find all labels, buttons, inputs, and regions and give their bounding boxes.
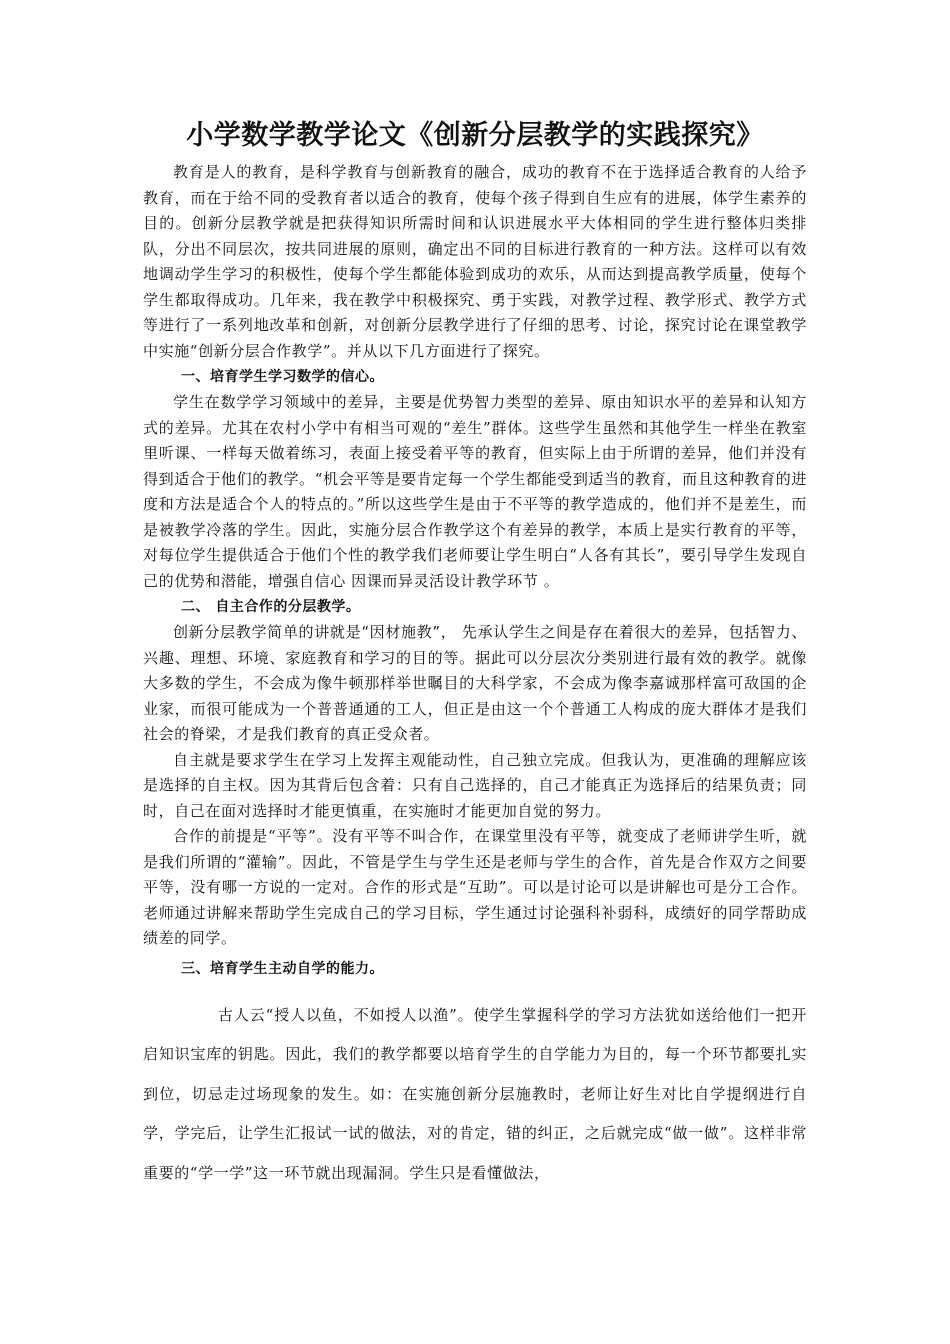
section-1-heading: 一、培育学生学习数学的信心。 (181, 369, 384, 385)
intro-paragraph: 教育是人的教育，是科学教育与创新教育的融合，成功的教育不在于选择适合教育的人给予教育，而在于给不同的受教育者以适合的教育，使每个孩子得到自生应有的进展，体学生素养的目的。创新分层教学就是把获得知识所需时间和认识进展水平大体相同的学生进行整体归类排队，分出不同层次，按共同进展的原则，确定出不同的目标进行教育的一种方法。这样可以有效地调动学生学习的积极性，使每个学生都能体验到成功的欢乐，从而达到提高教学质量，使每个学生都取得成功。几年来，我在教学中积极探究、勇于实践，对教学过程、教学形式、教学方式等进行了一系列地改革和创新，对创新分层教学进行了仔细的思考、讨论，探究讨论在课堂教学中实施“创新分层合作教学”。并从以下几方面进行了探究。 (143, 163, 807, 360)
section-1-paragraph: 学生在数学学习领域中的差异，主要是优势智力类型的差异、原由知识水平的差异和认知方式的差异。尤其在农村小学中有相当可观的“差生”群体。这些学生虽然和其他学生一样坐在教室里听课、一样每天做着练习，表面上接受着平等的教育，但实际上由于所谓的差异，他们并没有得到适合于他们的教学。“机会平等是要肯定每一个学生都能受到适当的教育，而且这种教育的进度和方法是适合个人的特点的。”所以这些学生是由于不平等的教学造成的，他们并不是差生，而是被教学冷落的学生。因此，实施分层合作教学这个有差异的教学，本质上是实行教育的平等，对每位学生提供适合于他们个性的教学我们老师要让学生明白“人各有其长”，要引导学生发现自己的优势和潜能，增强自信心 因课而异灵活设计教学环节 。 (143, 393, 807, 590)
section-2-paragraph-1: 创新分层教学简单的讲就是“因材施教”， 先承认学生之间是存在着很大的差异，包括智力、兴趣、理想、环境、家庭教育和学习的目的等。据此可以分层次分类别进行最有效的教学。就像大多数的学生，不会成为像牛顿那样举世瞩目的大科学家，不会成为像李嘉诚那样富可敌国的企业家，而很可能成为一个普普通通的工人，但正是由这一个个普通工人构成的庞大群体才是我们社会的脊梁，才是我们教育的真正受众者。 (143, 623, 807, 743)
section-2-paragraph-3: 合作的前提是“平等”。没有平等不叫合作，在课堂里没有平等，就变成了老师讲学生听，就是我们所谓的“灌输”。因此，不管是学生与学生还是老师与学生的合作，首先是合作双方之间要平等，没有哪一方说的一定对。合作的形式是“互助”。可以是讨论可以是讲解也可是分工合作。老师通过讲解来帮助学生完成自己的学习目标，学生通过讨论强科补弱科，成绩好的同学帮助成绩差的同学。 (143, 827, 807, 947)
document-body (143, 160, 807, 1193)
document-title: 小学数学教学论文《创新分层教学的实践探究》 (186, 120, 764, 151)
section-2-heading: 二、 自主合作的分层教学。 (181, 599, 361, 615)
section-2-paragraph-2: 自主就是要求学生在学习上发挥主观能动性，自己独立完成。但我认为，更准确的理解应该是选择的自主权。因为其背后包含着：只有自己选择的，自己才能真正为选择后的结果负责；同时，自己在面对选择时才能更慎重，在实施时才能更加自觉的努力。 (143, 750, 807, 820)
section-3-heading: 三、培育学生主动自学的能力。 (181, 960, 384, 977)
section-3-paragraph: 古人云“授人以鱼，不如授人以渔”。使学生掌握科学的学习方法犹如送给他们一把开启知识宝库的钥匙。因此，我们的教学都要以培育学生的自学能力为目的，每一个环节都要扎实到位，切忌走过场现象的发生。如：在实施创新分层施教时，老师让好生对比自学提纲进行自学，学完后，让学生汇报试一试的做法，对的肯定，错的纠正，之后就完成“做一做”。这样非常重要的“学一学”这一环节就出现漏洞。学生只是看懂做法， (143, 1005, 807, 1182)
